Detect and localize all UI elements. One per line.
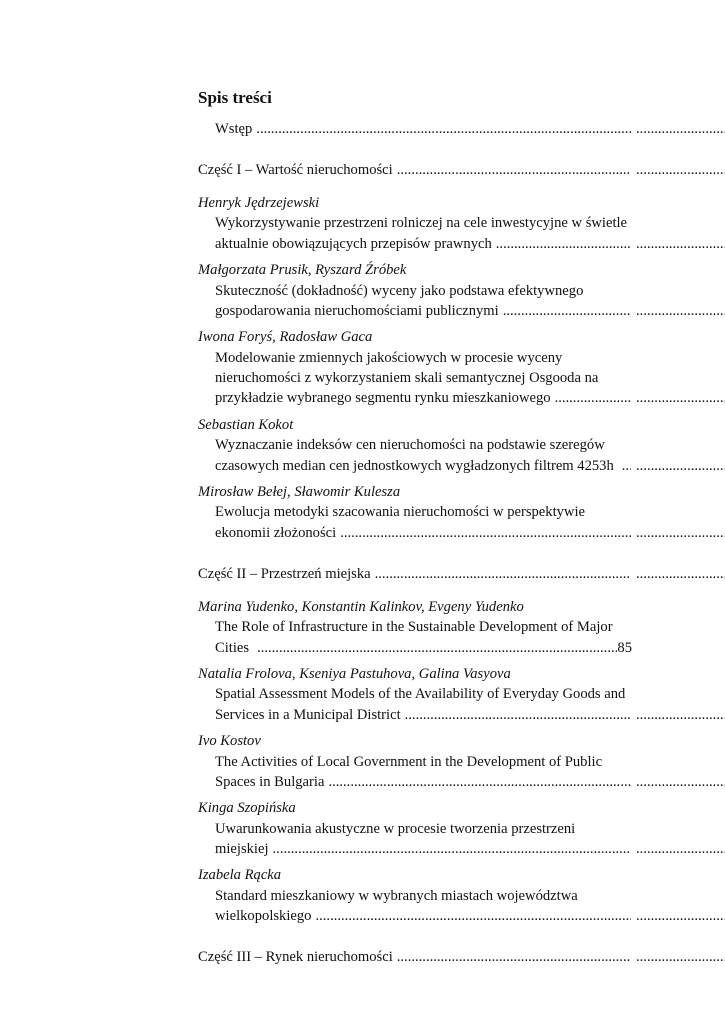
chapter-title-last-line [215, 523, 631, 543]
chapter-title-line: Wykorzystywanie przestrzeni rolniczej na cele inwestycyjne w świetle [215, 215, 628, 232]
chapter-authors: Izabela Rącka [198, 867, 282, 884]
dot-leader [336, 523, 631, 543]
chapter-authors: Sebastian Kokot [198, 416, 294, 433]
chapter-title-line: Spatial Assessment Models of the Availability of Everyday Goods and [215, 686, 626, 703]
part-title: Część III – Rynek nieruchomości [198, 949, 393, 966]
chapter-authors: Małgorzata Prusik, Ryszard Źróbek [198, 262, 407, 279]
dot-leader [371, 564, 631, 584]
toc-part-heading [198, 160, 631, 180]
toc-chapter [198, 415, 725, 476]
dot-leader [551, 388, 631, 408]
dot-leader [636, 234, 725, 254]
chapter-authors: Henryk Jędrzejewski [198, 194, 320, 211]
chapter-title-line: Uwarunkowania akustyczne w procesie tworzenia przestrzeni [215, 820, 576, 837]
chapter-title-last-line [215, 906, 631, 926]
toc-chapter [198, 260, 725, 321]
chapter-title-line: Skuteczność (dokładność) wyceny jako podstawa efektywnego [215, 282, 584, 299]
dot-leader [636, 456, 725, 476]
dot-leader [636, 564, 725, 584]
table-of-contents [198, 119, 725, 968]
chapter-title-last-line [215, 388, 631, 408]
chapter-title-last-line [215, 638, 632, 658]
dot-leader [636, 160, 725, 180]
dot-leader [324, 772, 631, 792]
dot-leader [492, 234, 631, 254]
chapter-title-last-line [215, 456, 631, 476]
chapter-title-line: Services in a Municipal District [215, 706, 401, 723]
toc-chapter [198, 664, 725, 725]
dot-leader [311, 906, 631, 926]
toc-chapter [198, 865, 725, 926]
toc-chapter [198, 482, 725, 543]
dot-leader [401, 705, 631, 725]
chapter-title-last-line [215, 234, 631, 254]
toc-chapter [198, 731, 725, 792]
dot-leader [614, 456, 631, 476]
toc-front-matter-item [215, 119, 631, 139]
chapter-title-line: aktualnie obowiązujących przepisów prawnych [215, 235, 492, 252]
chapter-authors: Kinga Szopińska [198, 800, 296, 817]
chapter-title-line: Spaces in Bulgaria [215, 773, 325, 790]
chapter-title-last-line [215, 772, 631, 792]
dot-leader [249, 638, 617, 658]
chapter-title-line: ekonomii złożoności [215, 524, 337, 541]
chapter-title-line: Ewolucja metodyki szacowania nieruchomości w perspektywie [215, 504, 585, 521]
toc-item-title: Wstęp [215, 121, 253, 137]
part-title: Część I – Wartość nieruchomości [198, 161, 393, 178]
chapter-authors: Ivo Kostov [198, 733, 261, 750]
chapter-title-line: The Role of Infrastructure in the Sustainable Development of Major [215, 619, 613, 636]
chapter-title-last-line [215, 839, 631, 859]
chapter-title-line: przykładzie wybranego segmentu rynku mieszkaniowego [215, 390, 551, 407]
toc-chapter [198, 193, 725, 254]
dot-leader [636, 906, 725, 926]
dot-leader [636, 705, 725, 725]
dot-leader [636, 523, 725, 543]
dot-leader [499, 301, 631, 321]
chapter-authors: Iwona Foryś, Radosław Gaca [198, 329, 373, 346]
dot-leader [636, 947, 725, 967]
chapter-authors: Mirosław Bełej, Sławomir Kulesza [198, 484, 401, 501]
chapter-title-line: miejskiej [215, 841, 269, 858]
dot-leader [636, 301, 725, 321]
page-title: Spis treści [198, 88, 272, 107]
chapter-title-line: gospodarowania nieruchomościami publicznymi [215, 302, 499, 319]
chapter-title-line: Wyznaczanie indeksów cen nieruchomości na podstawie szeregów [215, 437, 605, 454]
chapter-authors: Marina Yudenko, Konstantin Kalinkov, Evgeny Yudenko [198, 598, 524, 615]
toc-part-heading [198, 947, 631, 967]
dot-leader [636, 119, 725, 139]
dot-leader [393, 160, 631, 180]
part-title: Część II – Przestrzeń miejska [198, 565, 371, 582]
toc-chapter [198, 597, 725, 658]
toc-chapter [198, 798, 725, 859]
chapter-title-line: Modelowanie zmiennych jakościowych w procesie wyceny [215, 349, 563, 366]
chapter-title-line: wielkopolskiego [215, 908, 312, 925]
chapter-title-last-line [215, 705, 631, 725]
page-number: 85 [617, 639, 632, 656]
chapter-title-line: Standard mieszkaniowy w wybranych miastach województwa [215, 887, 578, 904]
dot-leader [393, 947, 631, 967]
toc-part-heading [198, 564, 631, 584]
chapter-title-line: czasowych median cen jednostkowych wygładzonych filtrem 4253h [215, 457, 614, 474]
dot-leader [636, 388, 725, 408]
chapter-title-line: The Activities of Local Government in the Development of Public [215, 753, 603, 770]
chapter-title-line: nieruchomości z wykorzystaniem skali semantycznej Osgooda na [215, 370, 599, 387]
dot-leader [636, 772, 725, 792]
toc-chapter [198, 327, 725, 409]
chapter-title-line: Cities [215, 639, 250, 656]
dot-leader [252, 119, 631, 139]
dot-leader [269, 839, 631, 859]
chapter-title-last-line [215, 301, 631, 321]
chapter-authors: Natalia Frolova, Kseniya Pastuhova, Galina Vasyova [198, 665, 511, 682]
dot-leader [636, 839, 725, 859]
